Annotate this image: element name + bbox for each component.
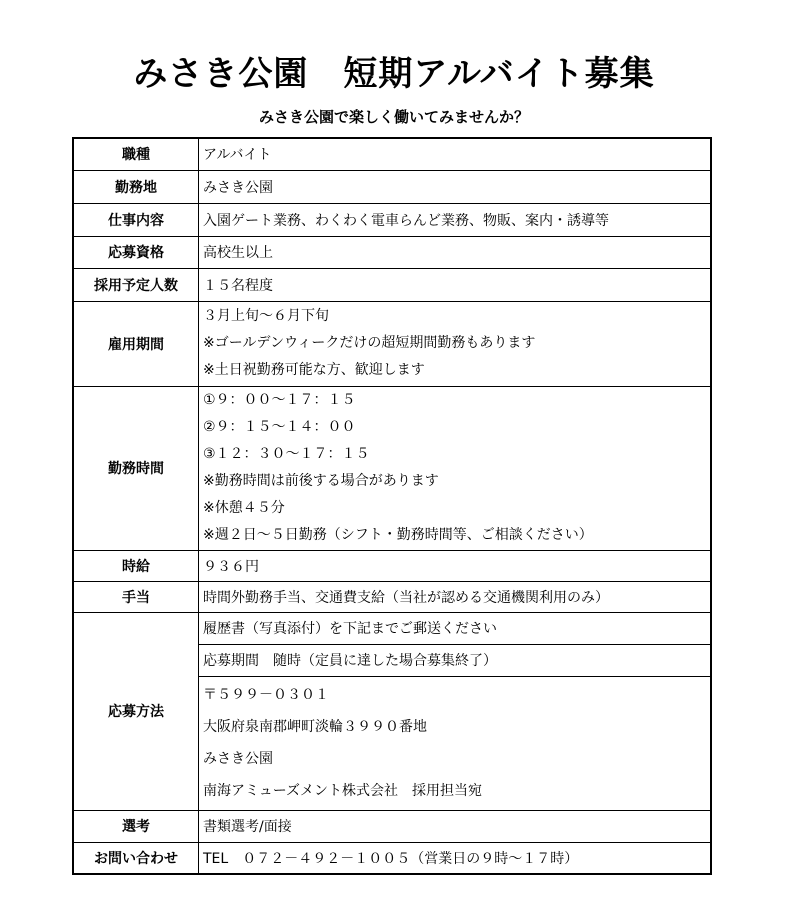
table-row	[73, 301, 711, 386]
allowance-value: 時間外勤務手当、交通費支給（当社が認める交通機関利用のみ）	[199, 581, 712, 612]
duties-label: 仕事内容	[73, 203, 199, 236]
table-row	[73, 386, 711, 550]
address-line: 〒５９９－０３０１	[203, 687, 329, 703]
table-row	[73, 612, 711, 644]
qualification-label: 応募資格	[73, 236, 199, 268]
work-hours-value	[199, 386, 712, 550]
hires-label: 採用予定人数	[73, 268, 199, 301]
work-hours-line: ②９：１５～１４：００	[203, 419, 356, 435]
table-row	[73, 581, 711, 612]
table-row	[73, 203, 711, 236]
contact-value: TEL ０７２－４９２－１００５（営業日の９時～１７時）	[199, 842, 712, 874]
address-line: みさき公園	[203, 751, 273, 767]
employment-period-line: ※ゴールデンウィークだけの超短期間勤務もあります	[203, 335, 536, 351]
application-period: 応募期間 随時（定員に達した場合募集終了）	[199, 644, 712, 676]
table-row	[73, 170, 711, 203]
work-hours-line: ③１２：３０～１７：１５	[203, 446, 370, 462]
application-address	[199, 676, 712, 810]
work-hours-line: ※勤務時間は前後する場合があります	[203, 473, 439, 489]
job-type-value: アルバイト	[199, 138, 712, 170]
employment-period-label: 雇用期間	[73, 301, 199, 386]
table-row	[73, 268, 711, 301]
allowance-label: 手当	[73, 581, 199, 612]
hires-value: １５名程度	[199, 268, 712, 301]
table-row	[73, 236, 711, 268]
work-hours-label: 勤務時間	[73, 386, 199, 550]
address-line: 大阪府泉南郡岬町淡輪３９９０番地	[203, 719, 427, 735]
table-row	[73, 550, 711, 581]
hourly-wage-value: ９３６円	[199, 550, 712, 581]
duties-value: 入園ゲート業務、わくわく電車らんど業務、物販、案内・誘導等	[199, 203, 712, 236]
employment-period-line: ３月上旬～６月下旬	[203, 308, 329, 324]
work-hours-line: ※休憩４５分	[203, 500, 285, 516]
page-subtitle: みさき公園で楽しく働いてみませんか？	[258, 108, 529, 126]
workplace-label: 勤務地	[73, 170, 199, 203]
contact-label: お問い合わせ	[73, 842, 199, 874]
workplace-value: みさき公園	[199, 170, 712, 203]
table-row	[73, 842, 711, 874]
employment-period-value	[199, 301, 712, 386]
application-resume: 履歴書（写真添付）を下記までご郵送ください	[199, 612, 712, 644]
table-row	[73, 810, 711, 842]
selection-value: 書類選考/面接	[199, 810, 712, 842]
hourly-wage-label: 時給	[73, 550, 199, 581]
work-hours-line: ※週２日～５日勤務（シフト・勤務時間等、ご相談ください）	[203, 527, 593, 543]
job-type-label: 職種	[73, 138, 199, 170]
address-line: 南海アミューズメント株式会社 採用担当宛	[203, 783, 483, 799]
job-details-table	[72, 137, 712, 875]
application-label: 応募方法	[73, 612, 199, 810]
work-hours-line: ①９：００～１７：１５	[203, 392, 356, 408]
qualification-value: 高校生以上	[199, 236, 712, 268]
table-row	[73, 138, 711, 170]
employment-period-line: ※土日祝勤務可能な方、歓迎します	[203, 362, 425, 378]
selection-label: 選考	[73, 810, 199, 842]
page-title: みさき公園 短期アルバイト募集	[133, 54, 655, 94]
